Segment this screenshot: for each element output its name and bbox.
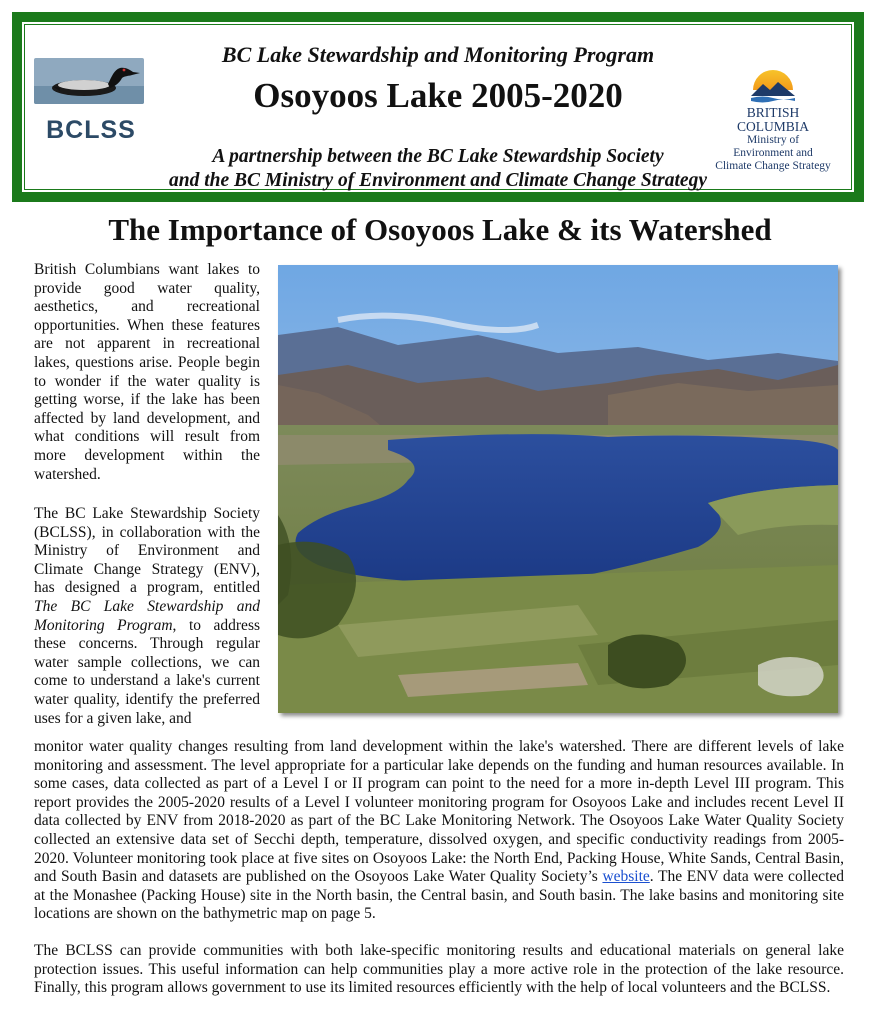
section-title: The Importance of Osoyoos Lake & its Watershed — [108, 212, 772, 247]
partnership-line-1: A partnership between the BC Lake Stewardship Society — [212, 146, 664, 167]
program-name-italic: The BC Lake Stewardship and Monitoring Program — [34, 597, 260, 634]
header-banner — [12, 12, 864, 202]
bc-government-logo — [708, 56, 838, 176]
bc-logo-ministry: Ministry of Environment and Climate Change Strategy — [715, 134, 831, 172]
bclss-benefits-paragraph: The BCLSS can provide communities with both lake-specific monitoring results and educational materials on general lake protection issues. This useful information can help communities play a more active role in the protection of the lake resource. Finally, this program allows government to use its limited resources efficiently with the help of local volunteers and the BCLSS. — [34, 942, 844, 997]
lake-landscape-image — [278, 265, 838, 713]
program-title: BC Lake Stewardship and Monitoring Program — [221, 42, 655, 67]
intro-paragraph: British Columbians want lakes to provide good water quality, aesthetics, and recreational opportunities. When these features are not apparent in recreational lakes, questions arise. People begin to wonder if the water quality is getting worse, if the lake has been affected by land development, and what conditions will result from more development within the watershed. — [34, 261, 260, 483]
bc-sun-mountain-icon — [708, 56, 838, 106]
osoyoos-lake-photo — [278, 265, 838, 713]
monitoring-paragraph: monitor water quality changes resulting from land development within the lake's watershed. There are different levels of lake monitoring and assessment. The level appropriate for a particular lake depends on the funding and human resources available. In some cases, data collected as part of a Level I or II program can point to the need for a more in-depth Level III program. This report provides the 2005-2020 results of a Level I volunteer monitoring program for Osoyoos Lake and includes recent Level II data collected by ENV from 2018-2020 as part of the BC Lake Monitoring Network. The Osoyoos Lake Water Quality Society collected an extensive data set of Secchi depth, temperature, dissolved oxygen, and specific conductivity readings from 2005-2020. Volunteer monitoring took place at five sites on Osoyoos Lake: the North End, Packing House, White Sands, Central Basin, and South Basin and datasets are published on the Osoyoos Lake Water Quality Society’s website. The ENV data were collected at the Monashee (Packing House) site in the North basin, the Central basin, and South basin. The lake basins and monitoring site locations are shown on the bathymetric map on page 5. — [34, 738, 845, 923]
program-paragraph: The BC Lake Stewardship Society (BCLSS), in collaboration with the Ministry of Environment and Climate Change Strategy (ENV), has designed a program, entitled The BC Lake Stewardship and Monitoring Program, to address these concerns. Through regular water sample collections, we can come to understand a lake's current water quality, identify the preferred uses for a given lake, and — [34, 505, 261, 727]
report-title: Osoyoos Lake 2005-2020 — [253, 76, 623, 115]
bc-logo-name: BRITISH COLUMBIA — [736, 105, 809, 134]
society-website-link[interactable]: website — [602, 868, 650, 886]
partnership-line-2: and the BC Ministry of Environment and Climate Change Strategy — [169, 170, 707, 191]
bclss-logo-text: BCLSS — [46, 116, 136, 144]
